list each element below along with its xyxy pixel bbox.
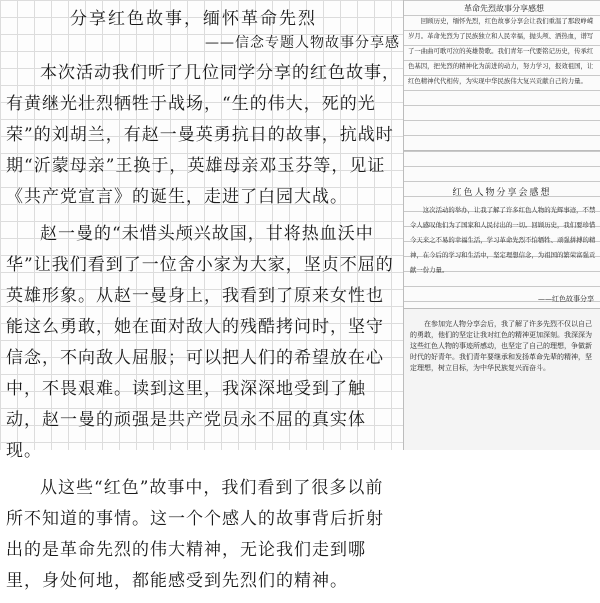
essay-title: 分享红色故事，缅怀革命先烈 <box>70 9 317 29</box>
essay-author-line: ——信念专题人物故事分享感 <box>205 35 400 51</box>
bottom-right-paragraph: 在参加完人物分享会后，我了解了许多先烈不仅以自己的勇敢，他们的坚定让我对红色的精神更加深刻。我深深为这些红色人物的事迹所感动，也坚定了自己的理想，争做新时代的好青年。我们青年要继承和发扬革命先辈的精神，坚定理想，树立目标，为中华民族复兴而奋斗。 <box>410 320 592 372</box>
bottom-right-sheet <box>404 308 600 450</box>
bottom-right-body <box>410 319 596 374</box>
top-right-paragraph: 回顾历史，缅怀先烈，红色故事分享会让我们重温了那段峥嵘岁月。革命先烈为了民族独立和人民幸福，抛头颅、洒热血，谱写了一曲曲可歌可泣的英雄赞歌。我们青年一代要铭记历史，传承红色基因，把先烈的精神化为前进的动力，努力学习，报效祖国，让红色精神代代相传，为实现中华民族伟大复兴贡献自己的力量。 <box>408 17 594 85</box>
mid-right-paragraph: 这次活动的举办，让我了解了许多红色人物的光辉事迹，不禁令人感叹他们为了国家和人民付出的一切。回顾历史，我们要珍惜今天来之不易的幸福生活，学习革命先烈不怕牺牲、顽强拼搏的精神，在今后的学习和生活中，坚定理想信念，为祖国的繁荣富强贡献一份力量。 <box>410 206 596 274</box>
mid-right-signature: ——红色故事分享 <box>538 295 594 303</box>
top-right-sheet <box>404 0 600 150</box>
mid-right-sheet <box>404 150 600 308</box>
mid-right-title: 红色人物分享会感想 <box>452 188 552 198</box>
mid-right-body <box>410 203 596 278</box>
essay-paragraph: 赵一曼的“未惜头颅兴故国，甘将热血沃中华”让我们看到了一位舍小家为大家，坚贞不屈的英雄形象。从赵一曼身上，我看到了原来女性也能这么勇敢，她在面对敌人的残酷拷问时，坚守信念，不向敌人屈服；可以把人们的希望放在心中，不畏艰难。读到这里，我深深地受到了触动，赵一曼的顽强是共产党员永不屈的真实体现。 <box>6 224 394 461</box>
top-right-body <box>408 14 596 89</box>
essay-paragraph: 从这些“红色”故事中，我们看到了很多以前所不知道的事情。这一个个感人的故事背后折射出的是革命先烈的伟大精神，无论我们走到哪里，身处何地，都能感受到先烈们的精神。 <box>6 478 384 591</box>
essay-body <box>6 58 400 603</box>
top-right-title: 革命先烈故事分享感想 <box>464 4 544 13</box>
essay-paragraph: 本次活动我们听了几位同学分享的红色故事，有黄继光壮烈牺牲于战场，“生的伟大，死的光荣”的刘胡兰，有赵一曼英勇抗日的故事，抗战时期“沂蒙母亲”王换于，英雄母亲邓玉芬等，见证《共产党宣言》的诞生，走进了白园大战。 <box>6 63 400 207</box>
